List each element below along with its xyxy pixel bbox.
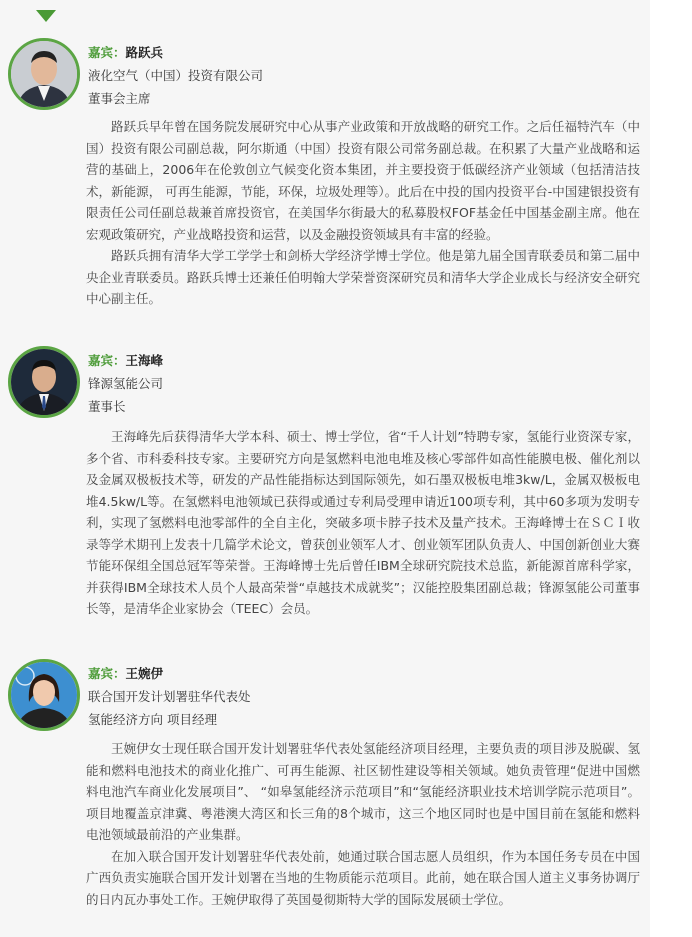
- guest-name: 王海峰: [125, 353, 164, 368]
- guest-bio: [86, 116, 640, 310]
- bio-paragraph: 路跃兵早年曾在国务院发展研究中心从事产业政策和开放战略的研究工作。之后任福特汽车（中国）投资有限公司副总裁，阿尔斯通（中国）投资有限公司常务副总裁。在积累了大量产业战略和运营的基础上，2006年在伦敦创立气候变化资本集团，并主要投资于低碳经济产业领域（包括清洁技术，新能源， 可再生能源，节能，环保，垃圾处理等）。此后在中投的国内投资平台-中国建银投资有限责任公司任副总裁兼首席投资官，在美国华尔街最大的私募股权FOF基金任中国基金副主席。他在宏观政策研究，产业战略投资和运营，以及金融投资领域具有丰富的经验。: [86, 119, 640, 242]
- guest-header: [8, 38, 608, 112]
- avatar: [8, 38, 80, 110]
- guest-organization: 液化空气（中国）投资有限公司: [88, 68, 264, 83]
- guest-header: [8, 659, 608, 733]
- guest-tag: 嘉宾：: [88, 45, 126, 60]
- guest-name-line: [88, 350, 163, 371]
- bio-paragraph: 王婉伊女士现任联合国开发计划署驻华代表处氢能经济项目经理，主要负责的项目涉及脱碳、氢能和燃料电池技术的商业化推广、可再生能源、社区韧性建设等相关领域。她负责管理“促进中国燃料电池汽车商业化发展项目”、 “如皋氢能经济示范项目”和“氢能经济职业技术培训学院示范项目”。项目地覆盖京津冀、粤港澳大湾区和长三角的8个城市，这三个地区同时也是中国目前在氢能和燃料电池领域最前沿的产业集群。: [86, 741, 640, 842]
- bio-paragraph: 路跃兵拥有清华大学工学学士和剑桥大学经济学博士学位。他是第九届全国青联委员和第二届中央企业青联委员。路跃兵博士还兼任伯明翰大学荣誉资深研究员和清华大学企业成长与经济安全研究中心副主任。: [86, 248, 640, 306]
- guest-tag: 嘉宾：: [88, 353, 126, 368]
- guest-name: 路跃兵: [125, 45, 164, 60]
- bio-paragraph: 王海峰先后获得清华大学本科、硕士、博士学位，省“千人计划”特聘专家，氢能行业资深专家，多个省、市科委科技专家。主要研究方向是氢燃料电池电堆及核心零部件如高性能膜电极、催化剂以及金属双极板技术等，研发的产品性能指标达到国际领先，如石墨双极板电堆3kw/L，金属双极板电堆4.5kw/L等。在氢燃料电池领域已获得或通过专利局受理申请近100项专利，其中60多项为发明专利，实现了氢燃料电池零部件的全自主化，突破多项卡脖子技术及量产技术。王海峰博士在ＳＣＩ收录等学术期刊上发表十几篇学术论文，曾获创业领军人才、创业领军团队负责人、中国创新创业大赛节能环保组全国总冠军等荣誉。王海峰博士先后曾任IBM全球研究院技术总监，新能源首席科学家，并获得IBM全球技术人员个人最高荣誉“卓越技术成就奖”；汉能控股集团副总裁；锋源氢能公司董事长等，是清华企业家协会（TEEC）会员。: [86, 429, 640, 616]
- avatar: [8, 346, 80, 418]
- guest-name-line: [88, 663, 163, 684]
- guest-bio: [86, 426, 640, 620]
- avatar: [8, 659, 80, 731]
- down-arrow-icon: [36, 10, 56, 22]
- guest-organization: 锋源氢能公司: [88, 376, 164, 391]
- guest-header: [8, 346, 608, 420]
- guest-organization: 联合国开发计划署驻华代表处: [88, 689, 251, 704]
- guest-name-line: [88, 42, 163, 63]
- guest-bio: [86, 738, 640, 910]
- guest-tag: 嘉宾：: [88, 666, 126, 681]
- bio-paragraph: 在加入联合国开发计划署驻华代表处前，她通过联合国志愿人员组织，作为本国任务专员在中国广西负责实施联合国开发计划署在当地的生物质能示范项目。此前，她在联合国人道主义事务协调厅的日内瓦办事处工作。王婉伊取得了英国曼彻斯特大学的国际发展硕士学位。: [86, 848, 640, 907]
- guest-title: 董事会主席: [88, 91, 151, 106]
- guest-title: 氢能经济方向 项目经理: [88, 712, 217, 727]
- guest-name: 王婉伊: [125, 666, 164, 681]
- guest-title: 董事长: [88, 399, 126, 414]
